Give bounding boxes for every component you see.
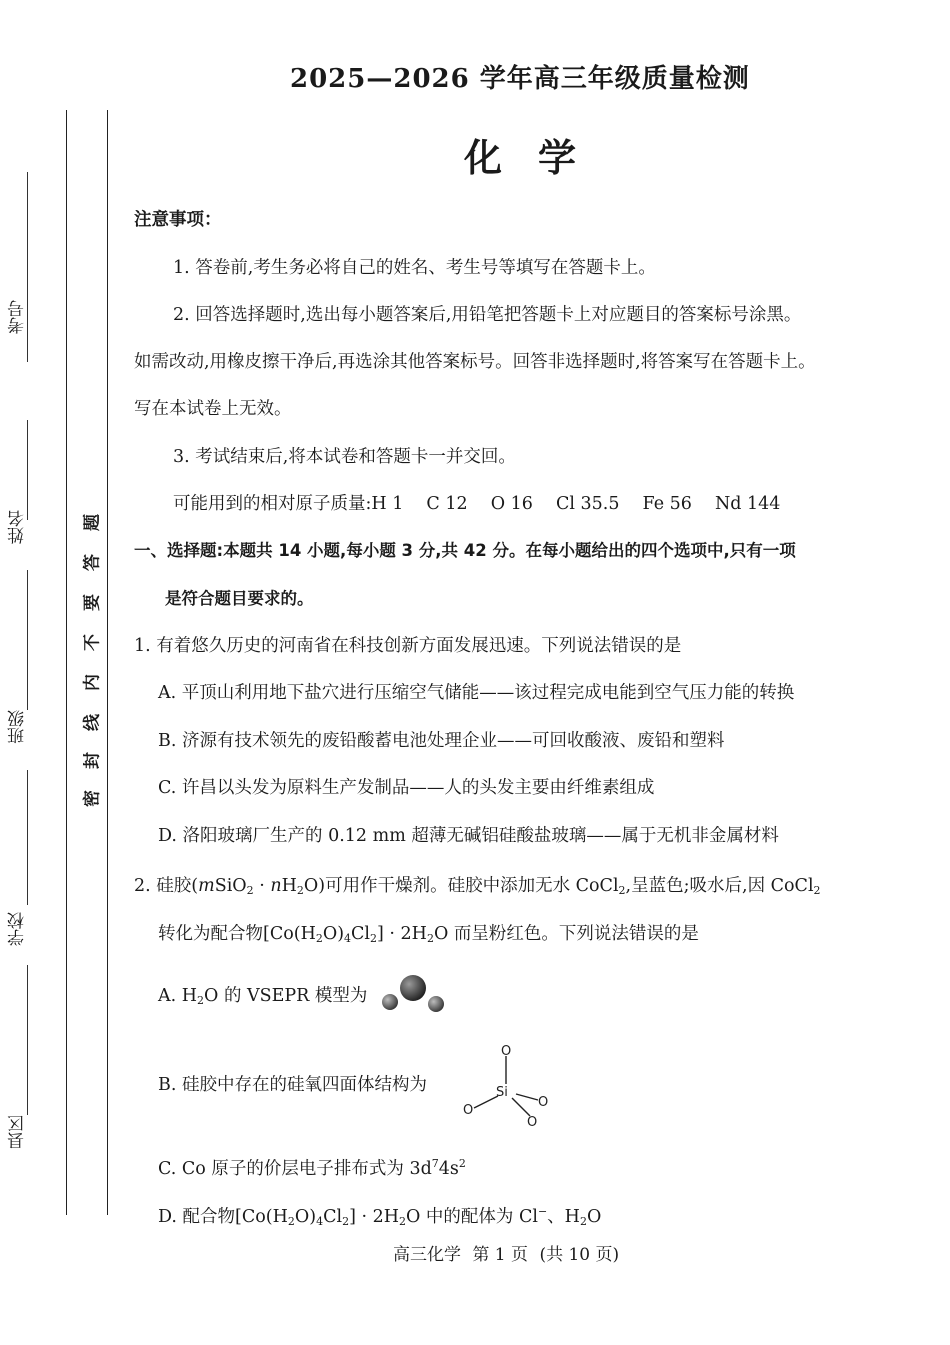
section-heading-line-1: 一、选择题:本题共 14 小题,每小题 3 分,共 42 分。在每小题给出的四个选项中,只有一项: [134, 541, 796, 560]
page-footer: [393, 1240, 625, 1265]
q2-option-b: B. 硅胶中存在的硅氧四面体结构为: [158, 1075, 427, 1095]
blank-line-school: [27, 770, 28, 905]
notice-item-2-line-2: 如需改动,用橡皮擦干净后,再选涂其他答案标号。回答非选择题时,将答案写在答题卡上。: [134, 352, 816, 372]
q2-option-a: A. $H_2O$ 的 VSEPR 模型为: [158, 986, 368, 1007]
h-atom: [382, 994, 398, 1010]
vsepr-model-figure: [380, 972, 450, 1016]
q1-option-c: C. 许昌以头发为原料生产发制品——人的头发主要由纤维素组成: [158, 778, 655, 798]
seal-notice-char: 密: [82, 790, 103, 807]
field-label-school: 学校: [8, 912, 28, 946]
q2-stem-line-1: 2. 硅胶(mSiO$_2$ · $nH_2O$)可用作干燥剂。硅胶中添加无水 CoCl$_2$,呈蓝色;吸水后,因 CoCl$_2$: [134, 876, 821, 897]
seal-notice-char: 不: [82, 634, 103, 651]
seal-notice-char: 线: [82, 714, 103, 731]
blank-line-name: [27, 420, 28, 520]
seal-notice-char: 内: [82, 674, 103, 691]
blank-line-class: [27, 570, 28, 710]
notice-item-3: 3. 考试结束后,将本试卷和答题卡一并交回。: [173, 447, 516, 467]
seal-notice-char: 要: [82, 594, 103, 611]
notice-item-2-line-1: 2. 回答选择题时,选出每小题答案后,用铅笔把答题卡上对应题目的答案标号涂黑。: [173, 305, 802, 325]
q1-stem: 1. 有着悠久历史的河南省在科技创新方面发展迅速。下列说法错误的是: [134, 636, 682, 656]
subject-title: 化学: [464, 135, 613, 180]
si-atom-label: Si: [496, 1085, 508, 1100]
exam-title: 2025—2026 学年高三年级质量检测: [290, 64, 750, 94]
footer-subject: 高三化学: [393, 1245, 461, 1265]
field-label-exam-number: 考号: [8, 300, 28, 334]
notice-item-1: 1. 答卷前,考生务必将自己的姓名、考生号等填写在答题卡上。: [173, 258, 656, 278]
atomic-mass-line: 可能用到的相对原子质量:H 1 C 12 O 16 Cl 35.5 Fe 56 Nd 144: [173, 494, 781, 514]
field-label-class: 班级: [8, 710, 28, 744]
footer-total-pages: (共 10 页): [539, 1245, 620, 1265]
sio4-tetrahedron-figure: [458, 1042, 558, 1132]
seal-notice-char: 题: [82, 514, 103, 531]
o-atom-label: O: [463, 1103, 474, 1118]
binding-line-inner: [107, 110, 108, 1215]
h-atom: [428, 996, 444, 1012]
o-atom-label: O: [501, 1044, 512, 1059]
section-heading-line-2: 是符合题目要求的。: [165, 589, 314, 608]
notice-heading: 注意事项：: [134, 210, 222, 230]
blank-line-county: [27, 965, 28, 1115]
field-label-county: 县区: [8, 1115, 28, 1149]
q2-option-c: C. Co 原子的价层电子排布式为 $3d^74s^2$: [158, 1157, 466, 1179]
q2-option-d: D. 配合物$[Co(H_2O)_4Cl_2] \cdot 2H_2O$ 中的配体为 Cl−、$H_2O$: [158, 1205, 602, 1228]
q1-option-d: D. 洛阳玻璃厂生产的 0.12 mm 超薄无碱铝硅酸盐玻璃——属于无机非金属材料: [158, 826, 779, 846]
seal-notice-char: 封: [82, 752, 103, 769]
o-atom-label: O: [538, 1095, 549, 1110]
binding-line-outer: [66, 110, 67, 1215]
notice-item-2-line-3: 写在本试卷上无效。: [134, 399, 292, 419]
o-atom: [400, 975, 426, 1001]
footer-page-number: 第 1 页: [472, 1245, 529, 1265]
q1-option-b: B. 济源有技术领先的废铅酸蓄电池处理企业——可回收酸液、废铅和塑料: [158, 731, 725, 751]
seal-notice-char: 答: [82, 554, 103, 571]
field-label-name: 姓名: [8, 510, 28, 544]
q2-stem-line-2: 转化为配合物$[Co(H_2O)_4Cl_2] \cdot 2H_2O$ 而呈粉红色。下列说法错误的是: [158, 924, 699, 945]
q1-option-a: A. 平顶山利用地下盐穴进行压缩空气储能——该过程完成电能到空气压力能的转换: [158, 683, 795, 703]
o-atom-label: O: [527, 1115, 538, 1130]
